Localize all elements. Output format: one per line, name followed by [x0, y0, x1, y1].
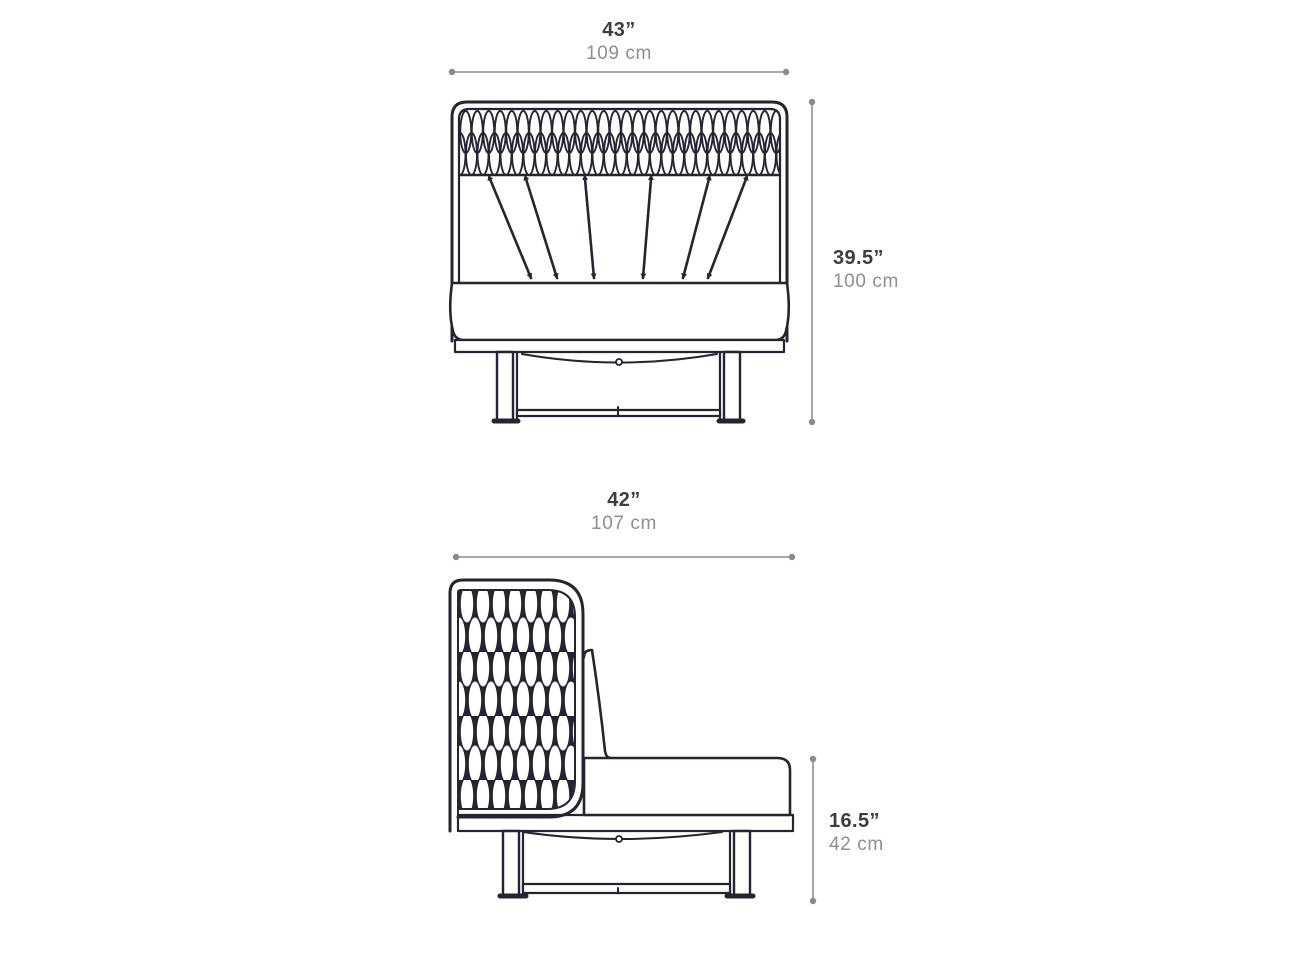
front-view-drawing: [450, 102, 789, 421]
seat-height-dimension-line: [810, 756, 816, 904]
front-width-dimension-label: [469, 19, 769, 65]
side-left-leg: [503, 831, 519, 895]
front-weave-band: [460, 110, 780, 175]
side-seat-cushion: [584, 758, 790, 815]
side-weave-fill: [459, 590, 575, 810]
front-width-cm: 109 cm: [586, 43, 652, 64]
front-left-leg: [497, 352, 513, 420]
side-right-leg: [734, 831, 750, 895]
seat-height-cm: 42 cm: [829, 834, 884, 855]
side-sling-center-knob: [616, 836, 622, 842]
front-width-dimension-line: [449, 69, 789, 75]
side-depth-dimension-line: [453, 554, 795, 560]
front-height-dimension-line: [809, 99, 815, 425]
seat-height-dimension-label: [829, 810, 884, 856]
side-back-cushion: [584, 650, 611, 758]
front-right-leg: [724, 352, 740, 420]
front-height-inches: 39.5”: [833, 247, 884, 269]
front-sling-center-knob: [616, 359, 622, 365]
front-seat-rail: [455, 340, 784, 352]
side-depth-inches: 42”: [607, 489, 641, 511]
side-view-drawing: [450, 580, 793, 896]
side-stretcher-bar: [523, 884, 730, 893]
front-seat-cushion: [450, 283, 789, 340]
side-depth-dimension-label: [474, 489, 774, 535]
front-width-inches: 43”: [602, 19, 636, 41]
side-depth-cm: 107 cm: [591, 513, 657, 534]
front-suspension-straps: [490, 179, 746, 278]
seat-height-inches: 16.5”: [829, 810, 880, 832]
front-height-dimension-label: [833, 247, 899, 293]
front-height-cm: 100 cm: [833, 271, 899, 292]
